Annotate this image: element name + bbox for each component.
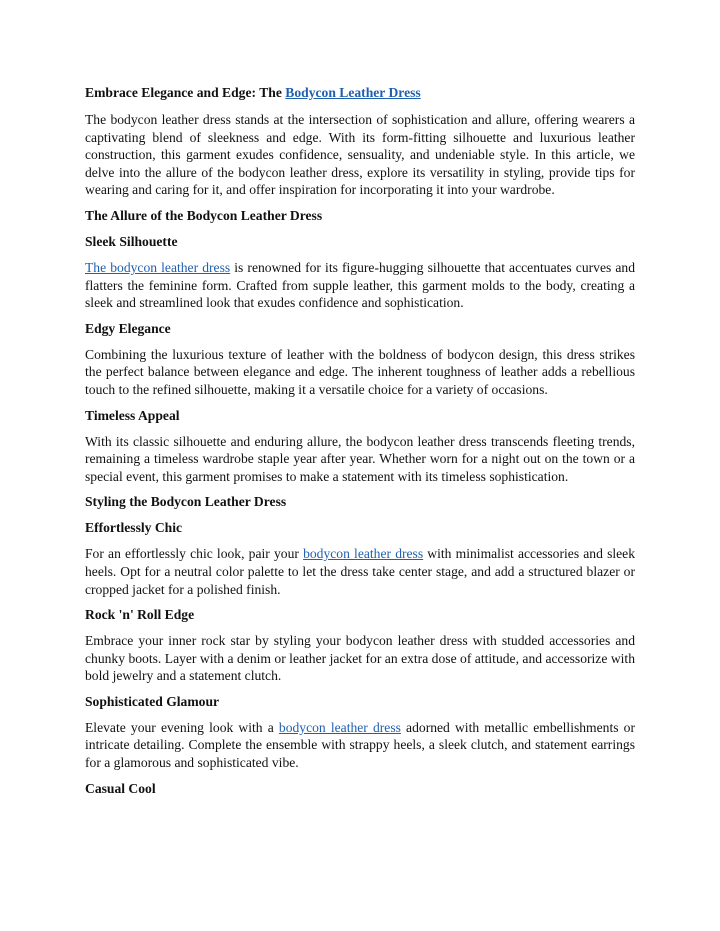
title-link-bodycon-leather-dress[interactable]: Bodycon Leather Dress bbox=[285, 85, 421, 100]
link-bodycon-leather-dress-chic[interactable]: bodycon leather dress bbox=[303, 546, 424, 562]
paragraph-timeless-appeal: With its classic silhouette and enduring allure, the bodycon leather dress transcends fleeting trends, remaining a timeless wardrobe staple year after year. Whether worn for a night out on the town or a special event, this garment promises to make a statement with its timeless sophistication. bbox=[85, 433, 635, 484]
document-title bbox=[85, 83, 635, 103]
paragraph-chic-after: with minimalist accessories and sleek heels. Opt for a neutral color palette to let the dress take center stage, and add a structured blazer or cropped jacket for a polished finish. bbox=[85, 546, 635, 597]
subheading-casual-cool: Casual Cool bbox=[85, 780, 156, 796]
subheading-sleek-silhouette: Sleek Silhouette bbox=[85, 233, 178, 249]
paragraph-sleek-silhouette bbox=[85, 259, 635, 312]
subheading-timeless-appeal: Timeless Appeal bbox=[85, 407, 180, 423]
paragraph-edgy-elegance: Combining the luxurious texture of leather with the boldness of bodycon design, this dress strikes the perfect balance between elegance and edge. The inherent toughness of leather adds a rebellious touch to the refined silhouette, making it a versatile choice for a variety of occasions. bbox=[85, 346, 635, 397]
paragraph-rock-n-roll-edge: Embrace your inner rock star by styling your bodycon leather dress with studded accessories and chunky boots. Layer with a denim or leather jacket for an extra dose of attitude, and accessorize with bold jewelry and a statement clutch. bbox=[85, 633, 635, 684]
paragraph-sophisticated-glamour bbox=[85, 719, 635, 772]
link-bodycon-leather-dress-glamour[interactable]: bodycon leather dress bbox=[278, 719, 401, 735]
title-text: Embrace Elegance and Edge: The bbox=[85, 85, 286, 100]
section-heading-styling: Styling the Bodycon Leather Dress bbox=[85, 494, 287, 510]
section-heading-allure: The Allure of the Bodycon Leather Dress bbox=[85, 207, 323, 223]
paragraph-glamour-after: adorned with metallic embellishments or intricate detailing. Complete the ensemble with strappy heels, a sleek clutch, and statement earrings for a glamorous and sophisticated vibe. bbox=[85, 719, 635, 771]
intro-paragraph: The bodycon leather dress stands at the intersection of sophistication and allure, offering wearers a captivating blend of sleekness and edge. With its form-fitting silhouette and luxurious leather construction, this garment exudes confidence, sensuality, and undeniable style. In this article, we delve into the allure of the bodycon leather dress, explore its versatility in styling, provide tips for wearing and caring for it, and offer inspiration for incorporating it into your wardrobe. bbox=[85, 112, 635, 198]
paragraph-sleek-text: is renowned for its figure-hugging silhouette that accentuates curves and flatters the feminine form. Crafted from supple leather, this garment molds to the body, creating a sleek and streamlined look that exudes confidence and sophistication. bbox=[85, 259, 635, 311]
subheading-effortlessly-chic: Effortlessly Chic bbox=[85, 520, 183, 536]
link-the-bodycon-leather-dress[interactable]: The bodycon leather dress bbox=[85, 259, 231, 275]
paragraph-glamour-before: Elevate your evening look with a bbox=[85, 719, 279, 735]
subheading-sophisticated-glamour: Sophisticated Glamour bbox=[85, 693, 220, 709]
paragraph-chic-before: For an effortlessly chic look, pair your bbox=[85, 546, 304, 562]
document-page bbox=[85, 83, 635, 806]
subheading-rock-n-roll-edge: Rock 'n' Roll Edge bbox=[85, 607, 195, 623]
paragraph-effortlessly-chic bbox=[85, 545, 635, 598]
subheading-edgy-elegance: Edgy Elegance bbox=[85, 320, 171, 336]
